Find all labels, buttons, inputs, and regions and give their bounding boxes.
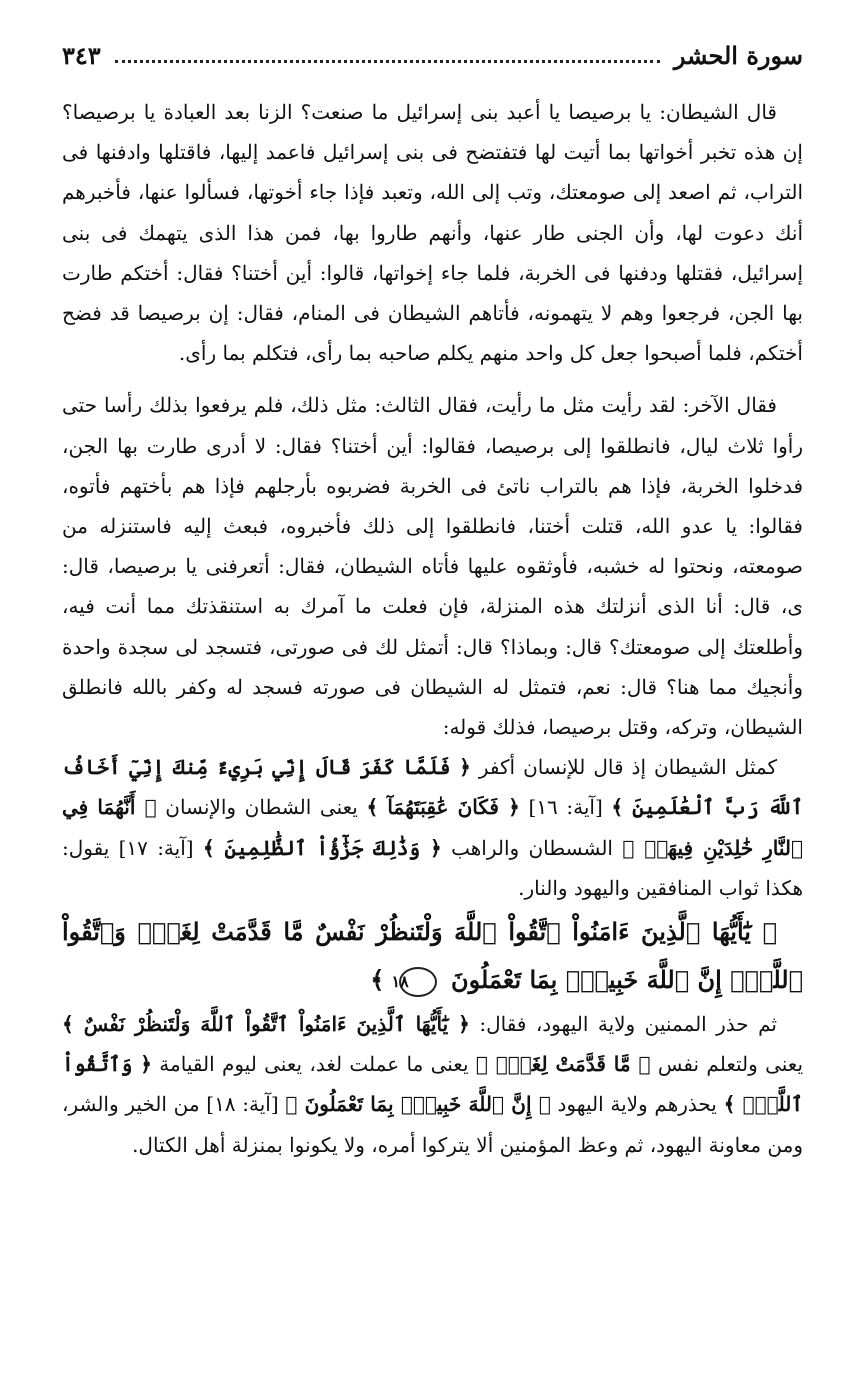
- page-header: [62, 32, 803, 72]
- tafsir-text: [آية: ١٨] من الخير والشر، ومن معاونة اليهود، ثم وعظ المؤمنين ألا يتركوا أمره، ولا يكونوا بمنزلة أهل الكتال.: [62, 1092, 803, 1157]
- quran-quote: ﴿ فَلَمَّا كَفَرَ قَالَ إِنِّي بَرِيءٌ مِّنكَ إِنِّيٓ أَخَافُ ٱللَّهَ رَبَّ ٱلْعَٰلَمِينَ ﴾: [62, 755, 804, 820]
- page-body: [62, 92, 803, 1165]
- tafsir-text: ثم حذر الممنين ولاية اليهود، فقال:: [479, 1012, 777, 1037]
- quran-quote: ﴿ يَٰٓأَيُّهَا ٱلَّذِينَ ءَامَنُواْ ٱتَّقُواْ ٱللَّهَ وَلْتَنظُرْ نَفْسٌ ﴾: [62, 1012, 470, 1037]
- surah-title: سورة الحشر: [673, 41, 803, 70]
- tafsir-text: [آية: ١٦]: [528, 795, 603, 820]
- quran-quote: ﴿ أَنَّهُمَا فِي ٱلنَّارِ خَٰلِدَيْنِ فِيهَاۚ ﴾: [62, 795, 804, 860]
- verse-close-bracket: ﴾: [370, 965, 385, 995]
- tafsir-text: يعنى الشطان والإنسان: [165, 795, 358, 820]
- quran-quote: ﴿ إِنَّ ٱللَّهَ خَبِيرٌۢ بِمَا تَعْمَلُونَ ﴾: [285, 1092, 551, 1117]
- tafsir-text: الشسطان والراهب: [451, 835, 613, 860]
- paragraph-2: فقال الآخر: لقد رأيت مثل ما رأيت، فقال الثالث: مثل ذلك، فلم يرفعوا بذلك رأسا حتى رأوا ثلاث ليال، فانطلقوا إلى برصيصا، فقالوا: أين أختنا؟ فقال: لا أدرى طارت بها الجن، فدخلوا الخربة، فإذا هم بالتراب ناتئ فى الخربة فضربوه بأرجلهم فإذا هم بأختهم فأتوه، فقالوا: يا عدو الله، قتلت أختنا، فانطلقوا إلى ذلك فأخبروه، فبعث إليه فاستنزله من صومعته، ونحتوا له خشبه، فأوثقوه عليها فأتاه الشيطان، فقال: أتعرفنى يا برصيصا، قال: ى، قال: أنا الذى أنزلتك هذه المنزلة، فإن فعلت ما آمرك به استنقذتك مما أنت فيه، وأطلعتك إلى صومعتك؟ قال: وبماذا؟ قال: أتمثل لك فى صورتى، فتسجد لى سجدة واحدة وأنجيك مما هنا؟ قال: نعم، فتمثل له الشيطان فى صورته فسجد له وكفر بالله فانطلق الشيطان، وتركه، وقتل برصيصا، فذلك قوله:: [62, 393, 803, 740]
- tafsir-paragraph-1: [62, 747, 803, 908]
- tafsir-text: يعنى ما عملت لغد، يعنى ليوم القيامة: [159, 1052, 469, 1077]
- page-number: ٣٤٣: [62, 41, 101, 70]
- tafsir-text: [آية: ١٧] يقول: هكذا ثواب المنافقين واليهود والنار.: [62, 835, 803, 900]
- quran-quote: ﴿ فَكَانَ عَٰقِبَتَهُمَآ ﴾: [366, 795, 520, 820]
- paragraph-1: قال الشيطان: يا برصيصا يا أعبد بنى إسرائيل ما صنعت؟ الزنا بعد العبادة يا برصيصا؟ إن هذه تخبر أخواتها بما أتيت لها فتفتضح فى بنى إسرائيل فاعمد إليها، فاقتلها وادفنها فى التراب، ثم اصعد إلى صومعتك، وتب إلى الله، وتعبد فإذا جاء أخوتها، فسألوا عنها، فأخبرهم أنك دعوت لها، وأن الجنى طار عنها، وأنهم طاروا بها، فمن هذا الذى يتهمك فى بنى إسرائيل، فقتلها ودفنها فى الخربة، فلما جاء إخواتها، قالوا: أين أختنا؟ فقال: أختكم طارت بها الجن، فرجعوا وهم لا يتهمونه، فأتاهم الشيطان فى المنام، فقال: إن برصيصا قد فضح أختكم، فلما أصبحوا جعل كل واحد منهم يكلم صاحبه بما رأى، فتكلم بما رأى.: [62, 100, 803, 366]
- tafsir-text: يحذرهم ولاية اليهود: [557, 1092, 717, 1117]
- tafsir-paragraph-2: [62, 1004, 803, 1165]
- quran-verse-block: [62, 908, 803, 1004]
- quran-quote: ﴿ وَذَٰلِكَ جَزَٰٓؤُاْ ٱلظَّٰلِمِينَ ﴾: [202, 835, 442, 860]
- verse-text: ﴿ يَٰٓأَيُّهَا ٱلَّذِينَ ءَامَنُواْ ٱتَّقُواْ ٱللَّهَ وَلْتَنظُرْ نَفْسٌ مَّا قَدَّمَتْ لِغَدٍۖ وَٱتَّقُواْ ٱللَّهَۚ إِنَّ ٱللَّهَ خَبِيرٌۢ بِمَا تَعْمَلُونَ: [62, 917, 803, 995]
- ayah-number-marker: ١٨: [399, 967, 437, 997]
- tafsir-text: كمثل الشيطان إذ قال للإنسان أكفر: [478, 755, 778, 780]
- header-dotted-leader: [115, 59, 660, 63]
- quran-quote: ﴿ مَّا قَدَّمَتْ لِغَدٍۖ ﴾: [475, 1052, 651, 1077]
- tafsir-text: يعنى ولتعلم نفس: [657, 1052, 804, 1077]
- quran-quote: ﴿ وَٱتَّقُواْ ٱللَّهَۚ ﴾: [62, 1052, 804, 1117]
